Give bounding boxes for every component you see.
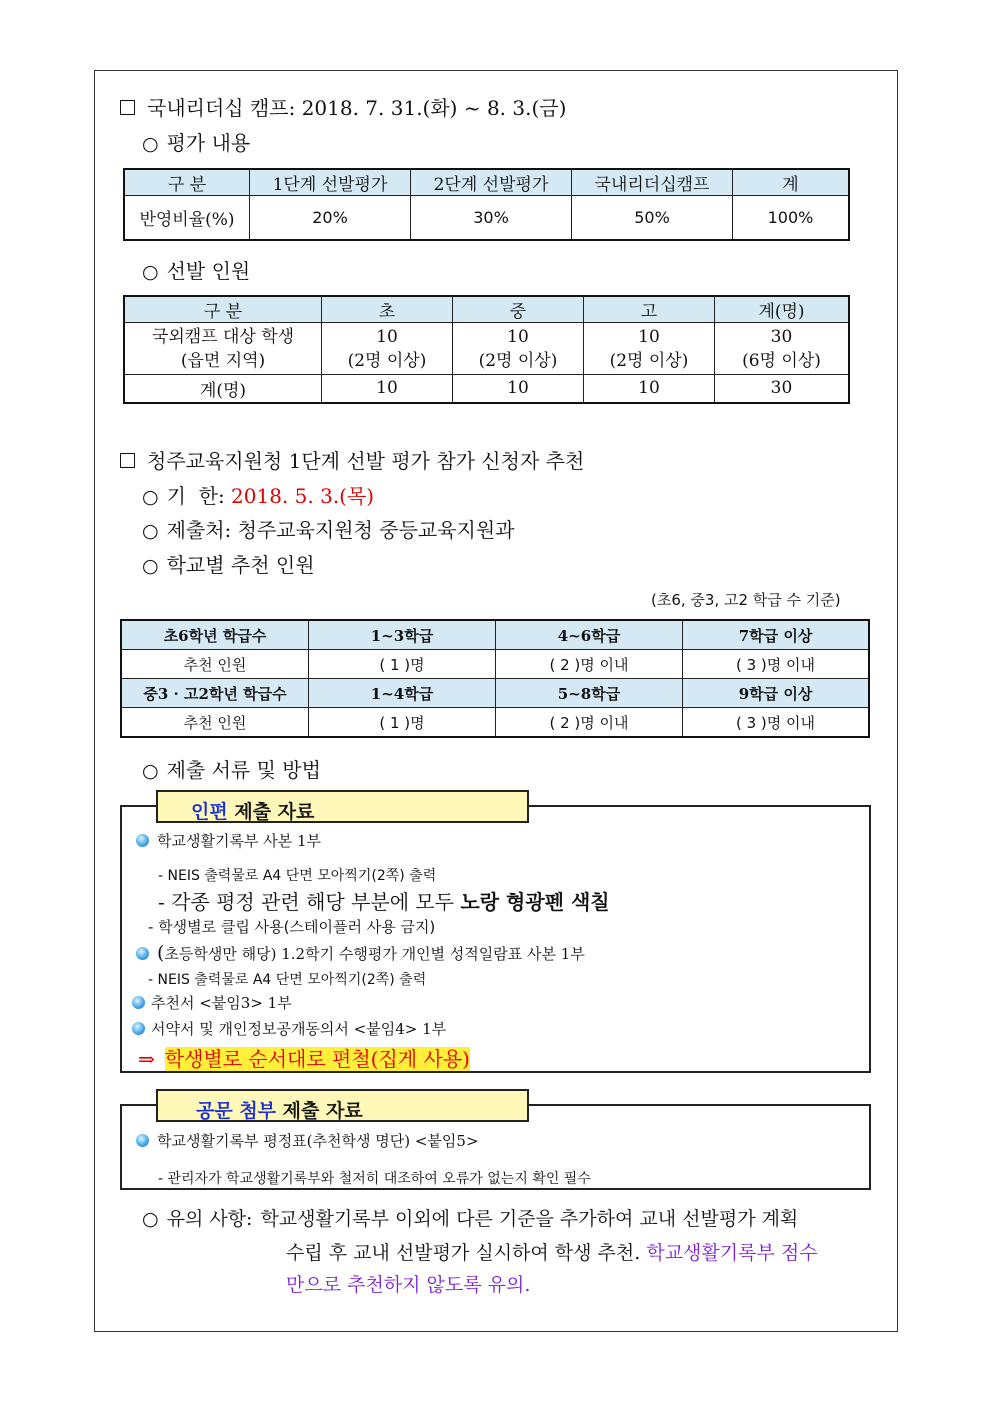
select-table [123,295,850,404]
tag-blue-text: 인편 [191,801,228,823]
eval-cell: 100% [733,196,850,240]
box1-item1-sub1: - NEIS 출력물로 A4 단면 모아찍기(2쪽) 출력 [158,868,437,884]
circle-bullet-icon: ○ [142,261,159,283]
rec-heading-row [142,549,315,578]
select-total: 10 [453,375,584,403]
select-cell [715,323,850,375]
eval-header: 국내리더십캠프 [572,169,733,196]
rec-cell: ( 3 )명 이내 [683,708,870,738]
blue-dot-icon [136,947,149,960]
select-total: 10 [584,375,715,403]
select-heading: 선발 인원 [166,259,251,283]
select-heading-row [142,255,250,284]
select-cell [453,323,584,375]
circle-bullet-icon: ○ [142,555,159,577]
rec-cell: 5~8학급 [496,679,683,708]
eval-header: 2단계 선발평가 [411,169,572,196]
circle-bullet-icon: ○ [142,133,159,155]
rec-cell: 9학급 이상 [683,679,870,708]
rec-cell: 7학급 이상 [683,620,870,650]
rec-cell: 초6학년 학급수 [121,620,309,650]
select-header: 초 [322,296,453,323]
rec-cell: 1~3학급 [309,620,496,650]
eval-header: 계 [733,169,850,196]
circle-bullet-icon: ○ [142,760,159,782]
select-header: 고 [584,296,715,323]
section2-title-row [120,445,584,474]
select-row1-label [124,323,322,375]
rec-cell: 중3 · 고2학년 학급수 [121,679,309,708]
select-total: 30 [715,375,850,403]
in-person-docs-tag [156,790,529,823]
select-header: 중 [453,296,584,323]
box1-item3: 추천서 <붙임3> 1부 [151,994,292,1012]
eval-heading: 평가 내용 [166,131,251,155]
rec-cell: ( 1 )명 [309,650,496,679]
rec-cell: 1~4학급 [309,679,496,708]
eval-header: 구 분 [124,169,250,196]
note-line1: 학교생활기록부 이외에 다른 기준을 추가하여 교내 선발평가 계획 [260,1208,799,1230]
checkbox-square-icon [120,100,135,115]
section2-title: 청주교육지원청 1단계 선발 평가 참가 신청자 추천 [147,449,585,473]
box1-item2-sub: - NEIS 출력물로 A4 단면 모아찍기(2쪽) 출력 [148,972,427,988]
select-value: 10 [638,326,660,347]
deadline-row [142,480,374,509]
rec-cell: ( 2 )명 이내 [496,650,683,679]
select-header: 계(명) [715,296,850,323]
section1-title: 국내리더십 캠프: 2018. 7. 31.(화) ~ 8. 3.(금) [147,96,567,120]
box1-item2-row [136,942,585,964]
box1-item2-b: 초등학생만 해당) 1.2학기 수행평가 개인별 성적일람표 사본 1부 [164,945,585,963]
box2-item1-sub: - 관리자가 학교생활기록부와 철저히 대조하여 오류가 없는지 확인 필수 [158,1171,591,1187]
blue-dot-icon [136,1134,149,1147]
select-cell [584,323,715,375]
blue-dot-icon [132,996,145,1009]
box1-item1: 학교생활기록부 사본 1부 [157,832,321,850]
select-value: 10 [376,326,398,347]
circle-bullet-icon: ○ [142,486,159,508]
blue-dot-icon [136,834,149,847]
rec-table [120,619,870,738]
note-line3: 만으로 추천하지 않도록 유의. [286,1274,531,1296]
eval-header: 1단계 선발평가 [250,169,411,196]
select-row1-label-b: (읍면 지역) [180,350,266,371]
box1-item1-sub3: - 학생별로 클립 사용(스테이플러 사용 금지) [148,918,436,936]
official-docs-tag [156,1089,529,1122]
rec-cell: ( 2 )명 이내 [496,708,683,738]
docs-heading-row [142,754,321,783]
tag-blue-text: 공문 첨부 [196,1100,277,1122]
circle-bullet-icon: ○ [142,1208,159,1230]
checkbox-square-icon [120,453,135,468]
rec-cell: 4~6학급 [496,620,683,650]
select-header: 구 분 [124,296,322,323]
rec-cell: ( 3 )명 이내 [683,650,870,679]
select-note: (2명 이상) [609,350,689,371]
box1-item4-row [132,1018,446,1039]
eval-heading-row [142,127,250,156]
blue-dot-icon [132,1022,145,1035]
box1-item2-a: ( [157,942,165,964]
select-cell [322,323,453,375]
rec-heading: 학교별 추천 인원 [166,553,315,577]
box2-item1-row [136,1130,479,1151]
note-row2 [286,1238,818,1265]
deadline-label: 기 한: [166,484,225,508]
note-row1 [142,1204,798,1231]
right-arrow-icon: ⇒ [138,1047,155,1071]
select-total: 10 [322,375,453,403]
deadline-value: 2018. 5. 3.(목) [231,484,375,508]
rec-cell: 추천 인원 [121,650,309,679]
rec-cell: ( 1 )명 [309,708,496,738]
select-note: (2명 이상) [347,350,427,371]
circle-bullet-icon: ○ [142,520,159,542]
box1-highlight-row [138,1043,470,1072]
select-row2-label: 계(명) [124,375,322,403]
tag-rest-text: 제출 자료 [276,1100,363,1122]
eval-cell: 50% [572,196,733,240]
box1-item3-row [132,992,292,1013]
box1-highlight: 학생별로 순서대로 편철(집게 사용) [164,1047,470,1071]
box1-item1-row [136,830,321,851]
box1-item4: 서약서 및 개인정보공개동의서 <붙임4> 1부 [151,1020,447,1038]
eval-row-label: 반영비율(%) [124,196,250,240]
box1-item1-sub2-row [158,886,610,915]
eval-table [123,168,850,241]
select-row1-label-a: 국외캠프 대상 학생 [151,326,295,347]
docs-heading: 제출 서류 및 방법 [166,758,321,782]
eval-cell: 20% [250,196,411,240]
eval-cell: 30% [411,196,572,240]
select-note: (6명 이상) [742,350,821,371]
box1-item1-sub2-a: - 각종 평정 관련 해당 부분에 모두 [158,890,461,914]
select-value: 10 [507,326,529,347]
box2-item1: 학교생활기록부 평정표(추천학생 명단) <붙임5> [157,1132,479,1150]
section1-title-row [120,92,566,121]
rec-cell: 추천 인원 [121,708,309,738]
box1-item1-sub2-b: 노랑 형광펜 색칠 [460,890,610,914]
note-line2-b: 학교생활기록부 점수 [646,1242,818,1264]
tag-rest-text: 제출 자료 [227,801,315,823]
select-value: 30 [770,326,793,347]
select-note: (2명 이상) [478,350,558,371]
note-line2-a: 수립 후 교내 선발평가 실시하여 학생 추천. [286,1242,647,1264]
rec-note: (초6, 중3, 고2 학급 수 기준) [651,591,841,609]
note-label: 유의 사항: [166,1208,253,1230]
submit-to-row [142,514,515,543]
submit-to: 제출처: 청주교육지원청 중등교육지원과 [166,518,515,542]
